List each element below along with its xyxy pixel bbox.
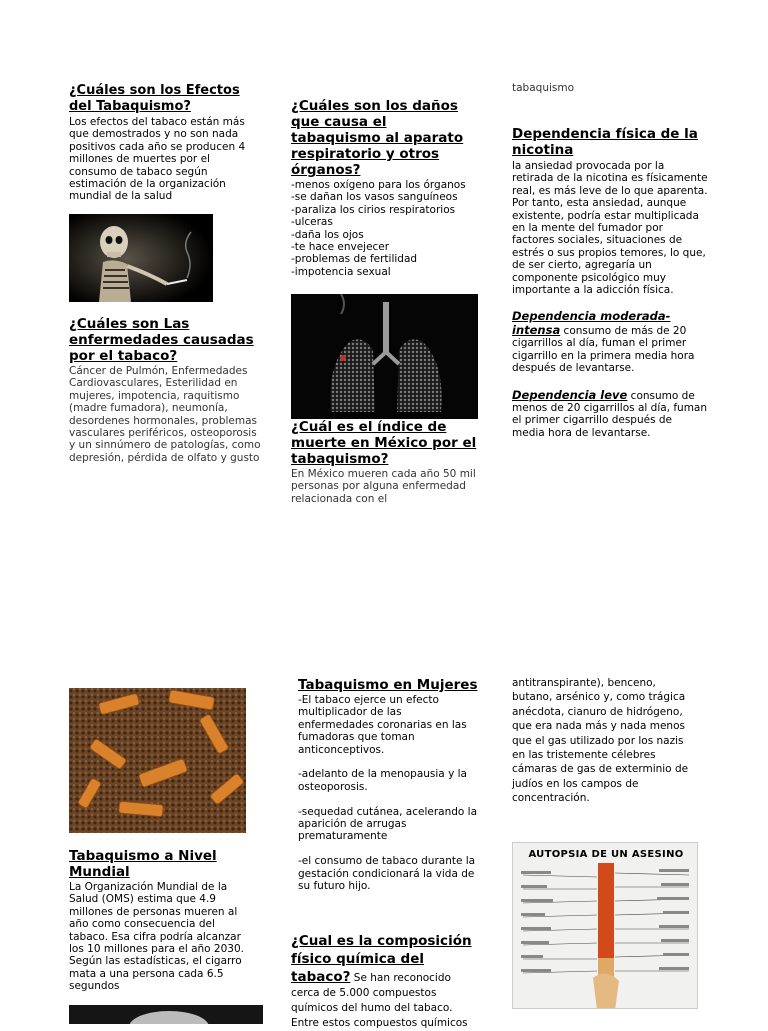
poster-title: AUTOPSIA DE UN ASESINO (528, 849, 684, 860)
dependencia-leve-label: Dependencia leve (512, 387, 628, 402)
composicion-paragraph (291, 932, 481, 1031)
efectos-heading: ¿Cuáles son los Efectos del Tabaquismo? (69, 83, 240, 114)
cigarette-butts-image (69, 688, 246, 833)
dependencia-moderada-text: consumo de más de 20 cigarrillos al día, fuman el primer cigarrillo en la primera media hora después de levantarse. (512, 324, 695, 375)
mundial-section (69, 848, 249, 993)
composicion-section (291, 932, 481, 1031)
enfermedades-section (69, 316, 264, 464)
enfermedades-heading: ¿Cuáles son Las enfermedades causadas por el tabaco? (69, 316, 254, 364)
enfermedades-paragraph: Cáncer de Pulmón, Enfermedades Cardiovasculares, Esterilidad en mujeres, impotencia, raquitismo (madre fumadora), neumonía, desordenes hormonales, problemas vasculares periféricos, osteoporosis y un sinnúmero de patologías, como depresión, pérdida de olfato y gusto (69, 365, 261, 464)
smoking-lungs-image (291, 294, 478, 419)
mujeres-paragraph: -El tabaco ejerce un efecto multiplicador de las enfermedades coronarias en las fumadoras que toman anticonceptivos. -adelanto de la menopausia y la osteoporosis. -sequedad cutánea, acelerando la aparición de arrugas prematuramente -el consumo de tabaco durante la gestación condicionará la vida de su futuro hijo. (298, 694, 478, 893)
composicion-continuation-paragraph: antitranspirante), benceno, butano, arsénico y, como trágica anécdota, cianuro de hidrógeno, que era nada más y nada menos que el gas utilizado por los nazis en las tristemente célebres cámaras de gas de exterminio de judíos en los campos de concentración. (512, 677, 689, 805)
dependencia-heading: Dependencia física de la nicotina (512, 126, 698, 158)
dependencia-leve-text: consumo de menos de 20 cigarrillos al día, fuman el primer cigarrillo después de media hora de levantarse. (512, 389, 708, 439)
dependencia-moderada-paragraph (512, 310, 708, 374)
indice-section (291, 419, 486, 505)
danos-heading: ¿Cuáles son los daños que causa el tabaquismo al aparato respiratorio y otros órganos? (291, 98, 464, 178)
danos-list: -menos oxígeno para los órganos -se dañan los vasos sanguíneos -paraliza los cirios respiratorios -ulceras -daña los ojos -te hace envejecer -problemas de fertilidad -impotencia sexual (291, 179, 466, 278)
dependencia-section (512, 126, 708, 439)
mujeres-heading: Tabaquismo en Mujeres (298, 677, 478, 693)
autopsia-poster-image (512, 842, 698, 1009)
indice-heading: ¿Cuál es el índice de muerte en México por el tabaquismo? (291, 419, 477, 467)
mujeres-section (298, 677, 480, 893)
indice-paragraph: En México mueren cada año 50 mil personas por alguna enfermedad relacionada con el (291, 468, 476, 505)
dependencia-paragraph: la ansiedad provocada por la retirada de la nicotina es físicamente real, es más leve de lo que aparenta. Por tanto, esta ansiedad, aunque existente, podría estar multiplicada en la mente del fumador por factores sociales, situaciones de estrés o sus propios temores, lo que, de ser cierto, agregaría un componente psicológico muy importante a la adicción física. (512, 160, 708, 297)
composicion-continuation (512, 676, 696, 806)
efectos-section (69, 83, 259, 203)
efectos-paragraph: Los efectos del tabaco están más que demostrados y no son nada positivos cada año se producen 4 millones de muertes por el consumo de tabaco según estimación de la organización mundial de la salud (69, 116, 246, 203)
continued-text-fragment: tabaquismo (512, 82, 575, 94)
bottom-photo-image (69, 1005, 263, 1024)
dependencia-leve-paragraph (512, 389, 708, 440)
skeleton-smoking-image (69, 214, 213, 302)
mundial-paragraph: La Organización Mundial de la Salud (OMS) estima que 4.9 millones de personas mueren al año como consecuencia del tabaco. Esa cifra podría alcanzar los 10 millones para el año 2030. Según las estadísticas, el cigarro mata a una persona cada 6.5 segundos (69, 881, 244, 993)
dependencia-moderada-label: Dependencia moderada-intensa (512, 309, 671, 337)
composicion-heading: ¿Cual es la composición físico química del tabaco? (291, 933, 472, 985)
danos-section (291, 98, 466, 278)
mundial-heading: Tabaquismo a Nivel Mundial (69, 848, 217, 880)
composicion-text: Se han reconocido cerca de 5.000 compuestos químicos del humo del tabaco. Entre estos compuestos químicos (291, 972, 468, 1029)
